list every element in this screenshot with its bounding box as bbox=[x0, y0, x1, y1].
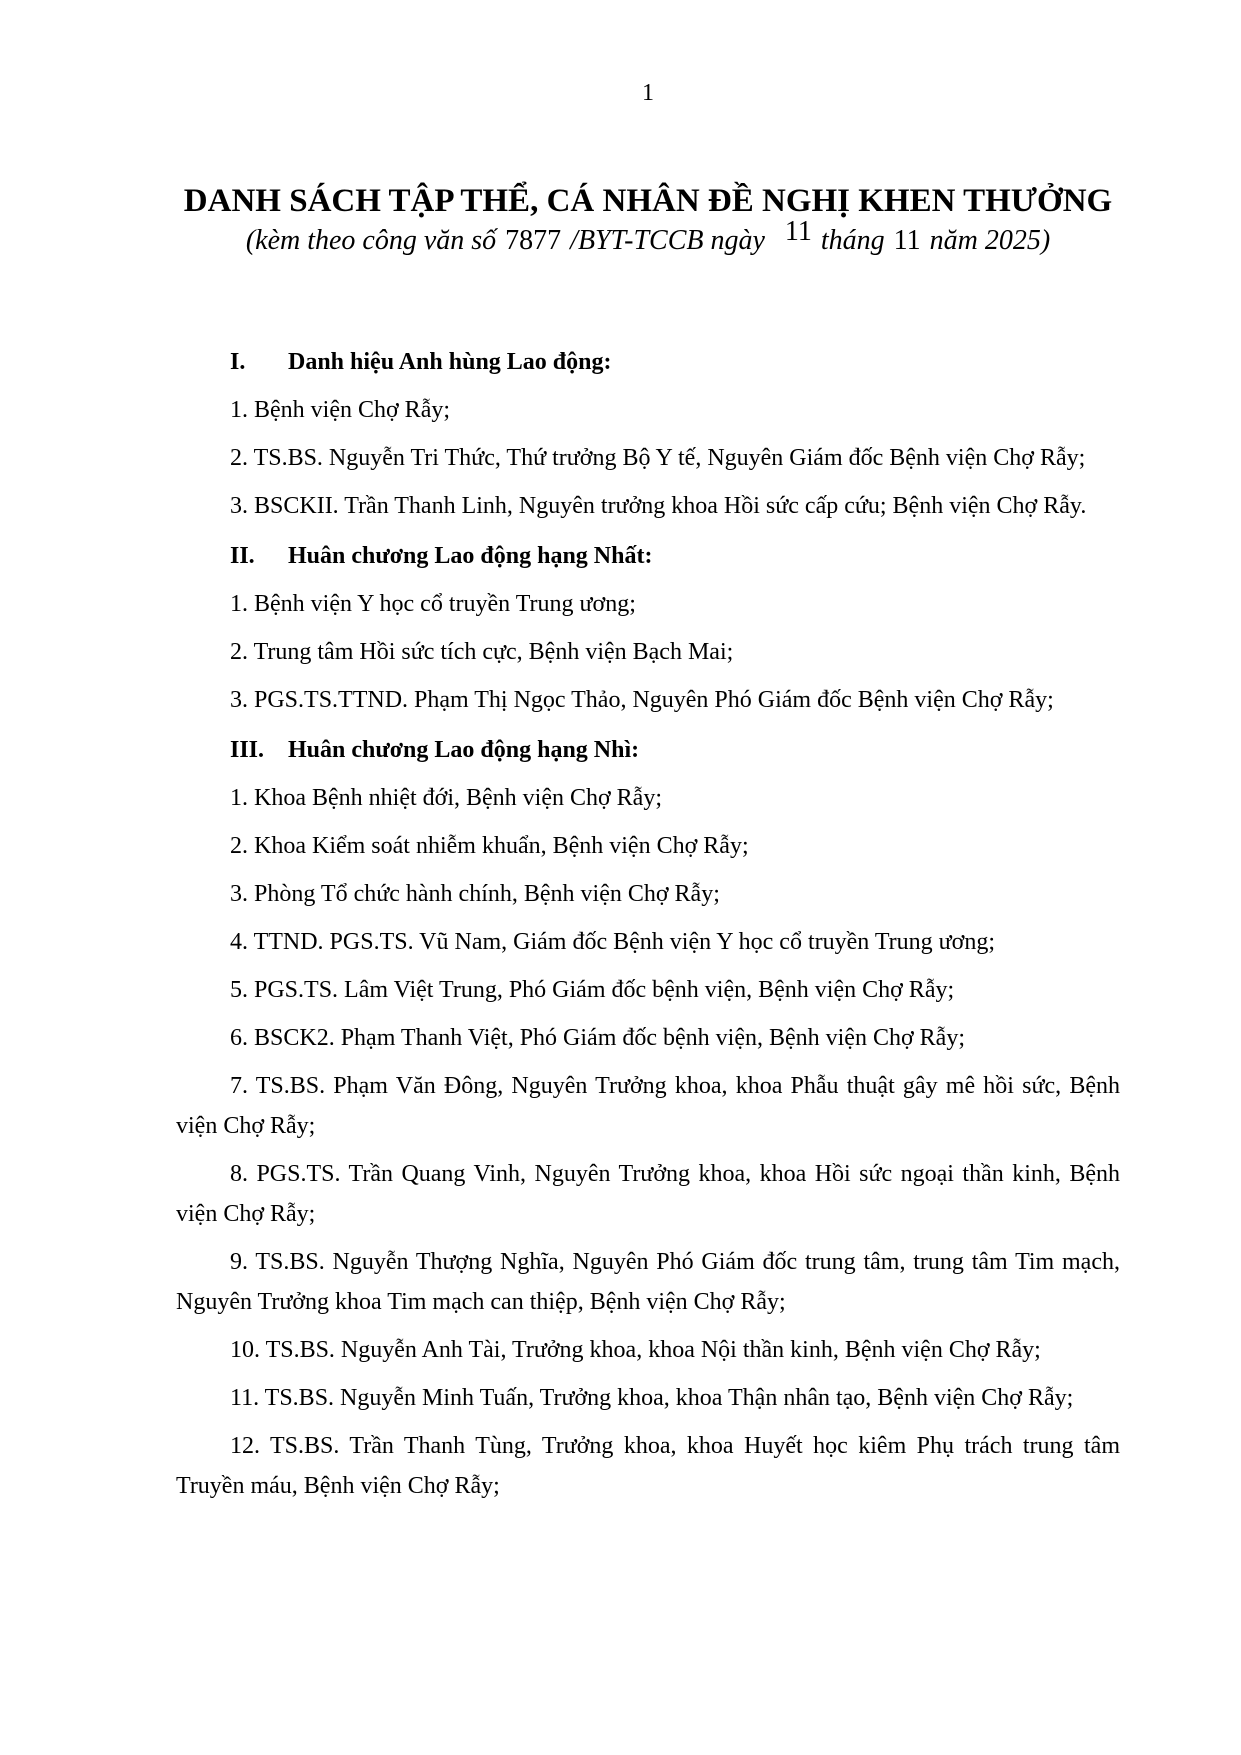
section-heading-ii bbox=[176, 536, 1120, 576]
list-item: 9. TS.BS. Nguyễn Thượng Nghĩa, Nguyên Phó Giám đốc trung tâm, trung tâm Tim mạch, Nguyên Trưởng khoa Tim mạch can thiệp, Bệnh viện Chợ Rẫy; bbox=[176, 1249, 1120, 1315]
subtitle-text-part1: (kèm theo công văn số bbox=[245, 225, 497, 256]
list-item: 10. TS.BS. Nguyễn Anh Tài, Trưởng khoa, khoa Nội thần kinh, Bệnh viện Chợ Rẫy; bbox=[230, 1337, 1041, 1363]
list-item: 4. TTND. PGS.TS. Vũ Nam, Giám đốc Bệnh viện Y học cổ truyền Trung ương; bbox=[230, 929, 995, 955]
section-marker: I. bbox=[230, 349, 246, 375]
month-field: 11 bbox=[893, 225, 921, 256]
document-title: DANH SÁCH TẬP THỂ, CÁ NHÂN ĐỀ NGHỊ KHEN THƯỞNG bbox=[183, 183, 1113, 219]
document-body bbox=[176, 342, 1120, 1506]
section-title: Huân chương Lao động hạng Nhất: bbox=[288, 543, 653, 569]
list-item: 8. PGS.TS. Trần Quang Vinh, Nguyên Trưởng khoa, khoa Hồi sức ngoại thần kinh, Bệnh viện Chợ Rẫy; bbox=[176, 1161, 1120, 1227]
year-field: 2025) bbox=[984, 225, 1051, 256]
subtitle-text-part2: /BYT-TCCB ngày bbox=[570, 225, 765, 256]
document-subtitle bbox=[176, 216, 1120, 262]
list-item: 3. PGS.TS.TTND. Phạm Thị Ngọc Thảo, Nguyên Phó Giám đốc Bệnh viện Chợ Rẫy; bbox=[230, 687, 1054, 713]
list-item: 7. TS.BS. Phạm Văn Đông, Nguyên Trưởng khoa, khoa Phẫu thuật gây mê hồi sức, Bệnh viện Chợ Rẫy; bbox=[176, 1073, 1120, 1139]
section-title: Huân chương Lao động hạng Nhì: bbox=[288, 737, 640, 763]
list-item: 3. Phòng Tổ chức hành chính, Bệnh viện Chợ Rẫy; bbox=[230, 881, 720, 907]
list-item: 1. Khoa Bệnh nhiệt đới, Bệnh viện Chợ Rẫy; bbox=[230, 785, 662, 811]
section-title: Danh hiệu Anh hùng Lao động: bbox=[288, 349, 612, 375]
section-heading-i bbox=[176, 342, 1120, 382]
section-marker: II. bbox=[230, 543, 255, 569]
list-item: 1. Bệnh viện Chợ Rẫy; bbox=[230, 397, 451, 423]
list-item: 3. BSCKII. Trần Thanh Linh, Nguyên trưởng khoa Hồi sức cấp cứu; Bệnh viện Chợ Rẫy. bbox=[230, 493, 1087, 519]
list-item: 2. Khoa Kiểm soát nhiễm khuẩn, Bệnh viện Chợ Rẫy; bbox=[230, 833, 749, 859]
doc-number-field: 7877 bbox=[505, 225, 562, 256]
list-item: 6. BSCK2. Phạm Thanh Việt, Phó Giám đốc bệnh viện, Bệnh viện Chợ Rẫy; bbox=[230, 1025, 965, 1051]
list-item: 1. Bệnh viện Y học cổ truyền Trung ương; bbox=[230, 591, 636, 617]
list-item: 12. TS.BS. Trần Thanh Tùng, Trưởng khoa, khoa Huyết học kiêm Phụ trách trung tâm Truyền máu, Bệnh viện Chợ Rẫy; bbox=[176, 1433, 1120, 1499]
list-item: 11. TS.BS. Nguyễn Minh Tuấn, Trưởng khoa, khoa Thận nhân tạo, Bệnh viện Chợ Rẫy; bbox=[230, 1385, 1074, 1411]
subtitle-text-part3: tháng bbox=[820, 225, 885, 256]
page-number: 1 bbox=[642, 80, 654, 106]
list-item: 2. TS.BS. Nguyễn Tri Thức, Thứ trưởng Bộ Y tế, Nguyên Giám đốc Bệnh viện Chợ Rẫy; bbox=[230, 445, 1086, 471]
list-item: 2. Trung tâm Hồi sức tích cực, Bệnh viện Bạch Mai; bbox=[230, 639, 734, 665]
subtitle-text-part4: năm bbox=[929, 225, 978, 256]
day-field: 11 bbox=[784, 216, 812, 247]
list-item: 5. PGS.TS. Lâm Việt Trung, Phó Giám đốc bệnh viện, Bệnh viện Chợ Rẫy; bbox=[230, 977, 955, 1003]
section-marker: III. bbox=[230, 737, 265, 763]
section-heading-iii bbox=[176, 730, 1120, 770]
